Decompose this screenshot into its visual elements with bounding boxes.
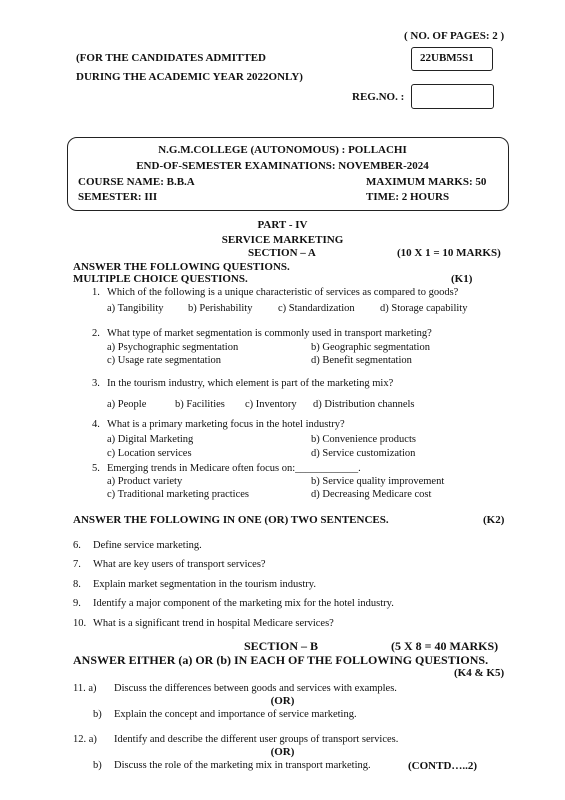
regno-label: REG.NO. : — [352, 91, 405, 103]
section-b-instruction: ANSWER EITHER (a) OR (b) IN EACH OF THE FOLLOWING QUESTIONS. — [73, 653, 489, 667]
section-b-marks: (5 X 8 = 40 MARKS) — [391, 639, 499, 653]
mcq-question: Which of the following is a unique characteristic of services as compared to goods? — [107, 287, 459, 298]
long-question-a: Identify and describe the different user groups of transport services. — [114, 734, 399, 745]
mcq-option: d) Benefit segmentation — [311, 355, 412, 366]
mcq-option: c) Inventory — [245, 399, 297, 410]
max-marks: MAXIMUM MARKS: 50 — [366, 176, 487, 188]
short-answer-level: (K2) — [483, 514, 505, 526]
mcq-option: c) Traditional marketing practices — [107, 489, 250, 500]
short-question-number: 7. — [73, 559, 81, 570]
exam-time: TIME: 2 HOURS — [366, 191, 450, 203]
short-question-number: 9. — [73, 598, 81, 609]
section-b-title: SECTION – B — [244, 639, 319, 653]
mcq-option: d) Service customization — [311, 448, 416, 459]
mcq-option: b) Facilities — [175, 399, 225, 410]
regno-box[interactable] — [411, 84, 494, 109]
mcq-question: Emerging trends in Medicare often focus on:____________. — [107, 463, 361, 474]
mcq-option: b) Geographic segmentation — [311, 342, 430, 353]
short-question: Explain market segmentation in the tourism industry. — [93, 579, 316, 590]
exam-title: END-OF-SEMESTER EXAMINATIONS: NOVEMBER-2024 — [136, 160, 429, 172]
mcq-number: 5. — [92, 463, 100, 474]
mcq-number: 3. — [92, 378, 100, 389]
mcq-option: d) Distribution channels — [313, 399, 415, 410]
subject-code-box — [411, 47, 493, 71]
mcq-level: (K1) — [451, 273, 473, 285]
mcq-option: b) Perishability — [188, 303, 253, 314]
course-name: COURSE NAME: B.B.A — [78, 176, 195, 188]
long-question-b: Discuss the role of the marketing mix in transport marketing. — [114, 760, 371, 771]
short-question: Define service marketing. — [93, 540, 202, 551]
section-a-instruction: ANSWER THE FOLLOWING QUESTIONS. — [73, 261, 290, 273]
short-question: What is a significant trend in hospital Medicare services? — [93, 618, 334, 629]
short-question: Identify a major component of the marketing mix for the hotel industry. — [93, 598, 394, 609]
mcq-question: What is a primary marketing focus in the hotel industry? — [107, 419, 345, 430]
mcq-option: c) Standardization — [278, 303, 355, 314]
candidates-line-2: DURING THE ACADEMIC YEAR 2022ONLY) — [76, 71, 303, 83]
short-question: What are key users of transport services? — [93, 559, 266, 570]
section-a-marks: (10 X 1 = 10 MARKS) — [397, 247, 501, 259]
mcq-option: a) Psychographic segmentation — [107, 342, 239, 353]
long-question-number: 12. a) — [73, 734, 97, 745]
or-label: (OR) — [270, 746, 295, 758]
short-question-number: 6. — [73, 540, 81, 551]
page-count: ( NO. OF PAGES: 2 ) — [404, 30, 505, 42]
short-question-number: 8. — [73, 579, 81, 590]
long-question-b: Explain the concept and importance of service marketing. — [114, 709, 357, 720]
mcq-option: a) People — [107, 399, 147, 410]
section-a-title: SECTION – A — [248, 247, 316, 259]
mcq-question: In the tourism industry, which element is part of the marketing mix? — [107, 378, 394, 389]
long-question-b-label: b) — [93, 760, 102, 771]
mcq-option: b) Service quality improvement — [311, 476, 445, 487]
college-name: N.G.M.COLLEGE (AUTONOMOUS) : POLLACHI — [158, 144, 407, 156]
mcq-option: a) Digital Marketing — [107, 434, 194, 445]
long-question-a: Discuss the differences between goods and services with examples. — [114, 683, 397, 694]
mcq-label: MULTIPLE CHOICE QUESTIONS. — [73, 273, 248, 285]
mcq-option: d) Storage capability — [380, 303, 468, 314]
mcq-number: 4. — [92, 419, 100, 430]
short-question-number: 10. — [73, 618, 87, 629]
section-b-level: (K4 & K5) — [454, 667, 505, 679]
mcq-option: d) Decreasing Medicare cost — [311, 489, 432, 500]
mcq-option: b) Convenience products — [311, 434, 416, 445]
mcq-number: 1. — [92, 287, 100, 298]
mcq-option: c) Usage rate segmentation — [107, 355, 221, 366]
mcq-option: c) Location services — [107, 448, 192, 459]
mcq-number: 2. — [92, 328, 100, 339]
continued-note: (CONTD…..2) — [408, 760, 478, 772]
long-question-b-label: b) — [93, 709, 102, 720]
candidates-line-1: (FOR THE CANDIDATES ADMITTED — [76, 52, 266, 64]
mcq-option: a) Tangibility — [107, 303, 164, 314]
part-title: PART - IV — [257, 219, 308, 231]
semester: SEMESTER: III — [78, 191, 158, 203]
short-answer-label: ANSWER THE FOLLOWING IN ONE (OR) TWO SENTENCES. — [73, 514, 389, 526]
or-label: (OR) — [270, 695, 295, 707]
subject-title: SERVICE MARKETING — [221, 234, 344, 246]
mcq-option: a) Product variety — [107, 476, 183, 487]
subject-code: 22UBM5S1 — [420, 52, 474, 64]
long-question-number: 11. a) — [73, 683, 97, 694]
mcq-question: What type of market segmentation is commonly used in transport marketing? — [107, 328, 432, 339]
